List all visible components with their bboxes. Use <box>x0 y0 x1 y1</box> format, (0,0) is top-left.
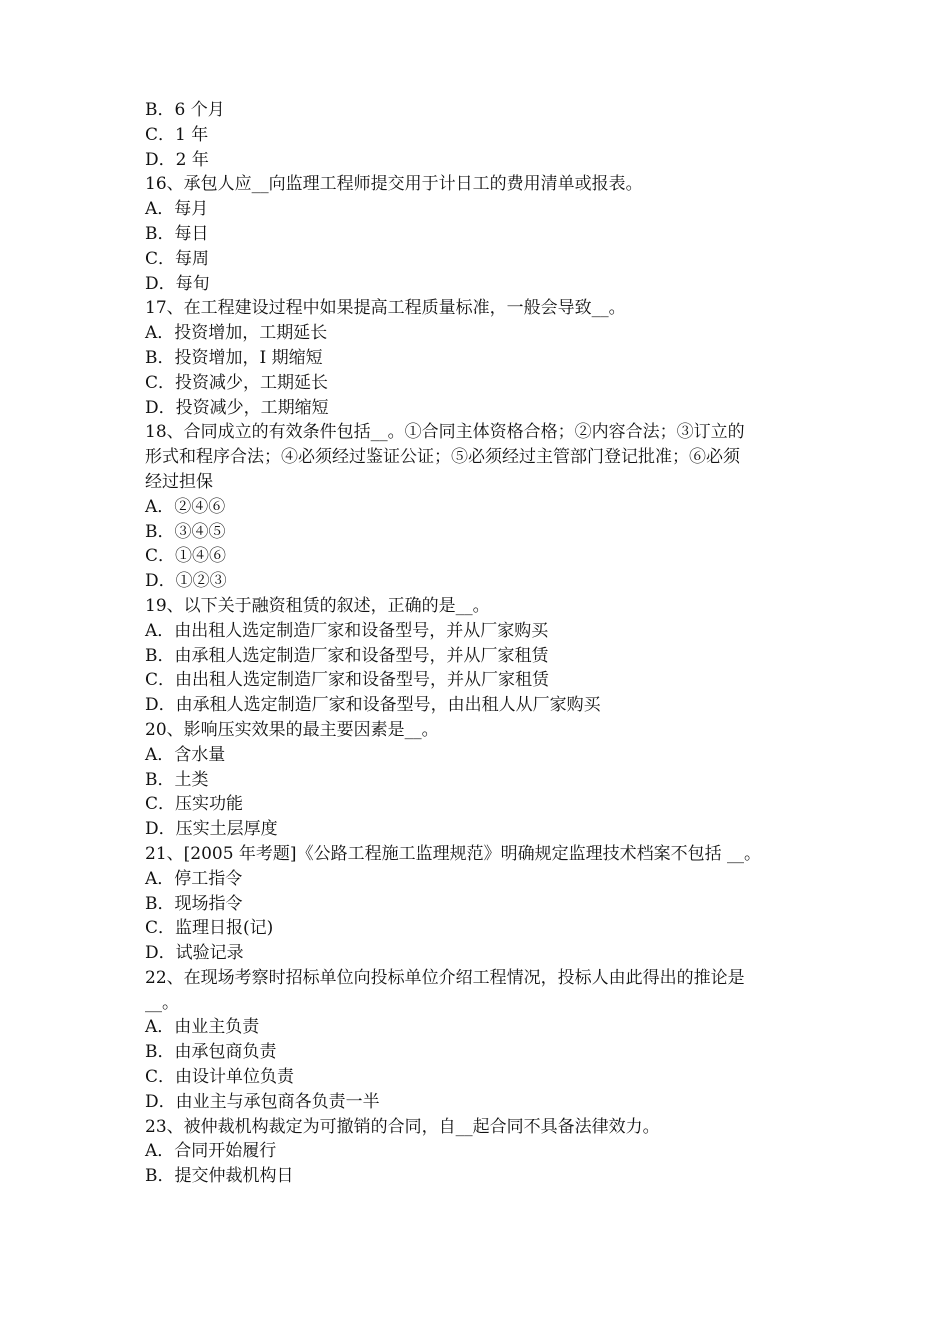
option-line: C．由出租人选定制造厂家和设备型号，并从厂家租赁 <box>145 670 550 691</box>
option-line: D．投资减少，工期缩短 <box>145 397 329 418</box>
question-18-line-1: 18、合同成立的有效条件包括__。①合同主体资格合格；②内容合法；③订立的 <box>145 422 745 443</box>
option-line: C．监理日报(记) <box>145 918 274 939</box>
option-line: C．每周 <box>145 248 210 269</box>
option-line: D．由承租人选定制造厂家和设备型号，由出租人从厂家购买 <box>145 695 601 716</box>
question-21: 21、[2005 年考题]《公路工程施工监理规范》明确规定监理技术档案不包括 __。 <box>145 843 761 864</box>
option-line: D．试验记录 <box>145 943 244 964</box>
option-line: C．①④⑥ <box>145 546 227 567</box>
option-line: B．土类 <box>145 769 209 790</box>
option-line: B．每日 <box>145 223 209 244</box>
document-page <box>145 98 810 1189</box>
option-line: B．由承包商负责 <box>145 1042 277 1063</box>
question-18-line-2: 形式和程序合法；④必须经过鉴证公证；⑤必须经过主管部门登记批准；⑥必须 <box>145 447 740 468</box>
question-22-line-1: 22、在现场考察时招标单位向投标单位介绍工程情况，投标人由此得出的推论是 <box>145 967 745 988</box>
option-line: C．投资减少，工期延长 <box>145 372 329 393</box>
option-line: D．①②③ <box>145 571 227 592</box>
question-20: 20、影响压实效果的最主要因素是__。 <box>145 719 439 740</box>
option-line: D．由业主与承包商各负责一半 <box>145 1091 380 1112</box>
option-line: B．③④⑤ <box>145 521 226 542</box>
option-line: A．含水量 <box>145 744 226 765</box>
option-line: A．投资增加，工期延长 <box>145 323 328 344</box>
option-line: B．6 个月 <box>145 100 225 120</box>
option-line: D．2 年 <box>145 149 209 170</box>
question-16: 16、承包人应__向监理工程师提交用于计日工的费用清单或报表。 <box>145 174 643 195</box>
option-line: B．提交仲裁机构日 <box>145 1166 294 1187</box>
question-18-line-3: 经过担保 <box>145 471 213 492</box>
option-line: D．每旬 <box>145 273 210 294</box>
option-line: B．现场指令 <box>145 893 243 914</box>
question-17: 17、在工程建设过程中如果提高工程质量标准，一般会导致__。 <box>145 298 626 319</box>
question-19: 19、以下关于融资租赁的叙述，正确的是__。 <box>145 595 490 616</box>
option-line: A．每月 <box>145 199 209 220</box>
option-line: C．1 年 <box>145 124 209 145</box>
question-22-line-2: __。 <box>145 992 179 1013</box>
option-line: C．压实功能 <box>145 794 244 815</box>
option-line: A．合同开始履行 <box>145 1141 277 1162</box>
option-line: B．投资增加，I 期缩短 <box>145 347 323 368</box>
option-line: A．停工指令 <box>145 868 243 889</box>
option-line: D．压实土层厚度 <box>145 819 278 840</box>
option-line: A．由出租人选定制造厂家和设备型号，并从厂家购买 <box>145 620 549 641</box>
option-line: A．由业主负责 <box>145 1017 260 1038</box>
option-line: A．②④⑥ <box>145 496 226 517</box>
option-line: B．由承租人选定制造厂家和设备型号，并从厂家租赁 <box>145 645 549 666</box>
question-23: 23、被仲裁机构裁定为可撤销的合同，自__起合同不具备法律效力。 <box>145 1116 660 1137</box>
option-line: C．由设计单位负责 <box>145 1067 295 1088</box>
